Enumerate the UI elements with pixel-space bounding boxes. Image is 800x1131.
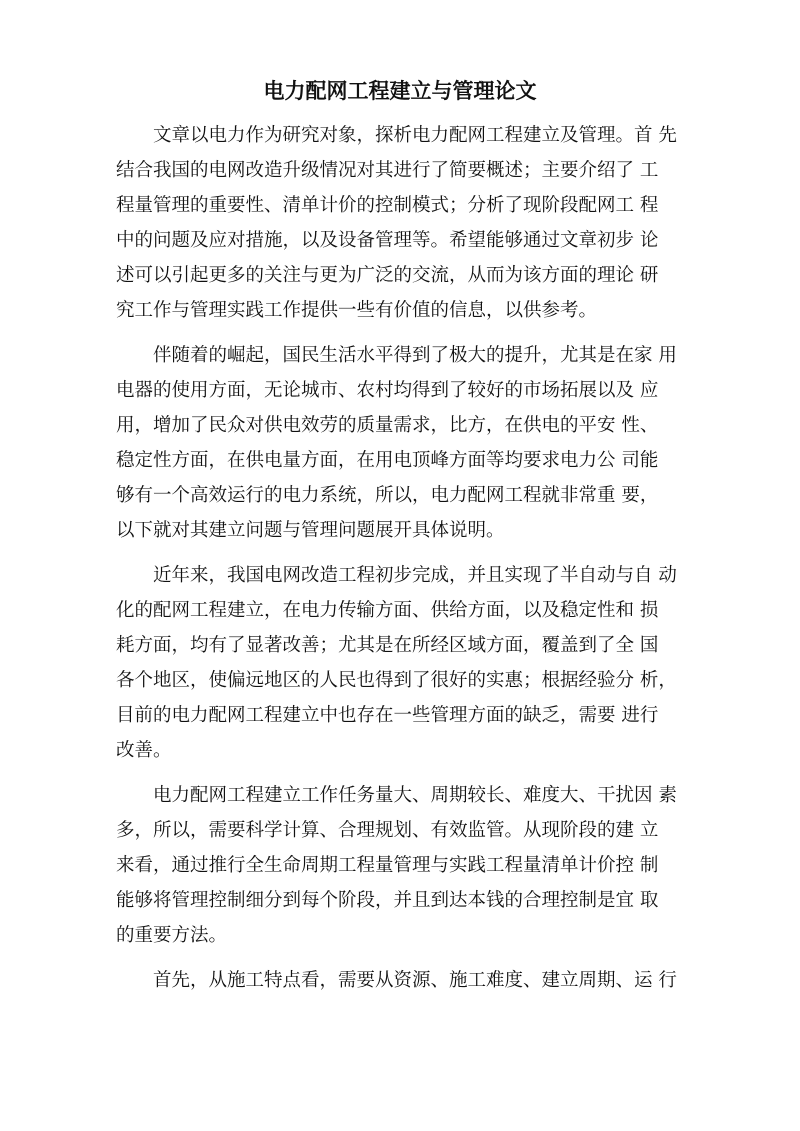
text-line: 能够将管理控制细分到每个阶段，并且到达本钱的合理控制是宜 取 [116,890,659,911]
text-line: 用，增加了民众对供电效劳的质量需求，比方，在供电的平安 性、 [116,415,659,436]
text-line: 耗方面，均有了显著改善；尤其是在所经区域方面，覆盖到了全 国 [116,635,659,656]
text-line: 多，所以，需要科学计算、合理规划、有效监管。从现阶段的建 立 [116,820,659,841]
text-line: 稳定性方面，在供电量方面，在用电顶峰方面等均要求电力公 司能 [116,450,659,471]
paragraph-3 [116,558,680,768]
text-line: 改善。 [116,740,172,761]
text-line: 文章以电力作为研究对象，探析电力配网工程建立及管理。首 先 [153,125,677,146]
text-line: 结合我国的电网改造升级情况对其进行了简要概述；主要介绍了 工 [116,160,659,181]
paragraph-4 [116,778,680,953]
text-line: 电力配网工程建立工作任务量大、周期较长、难度大、干扰因 素 [153,785,677,806]
paragraph-2 [116,338,680,548]
text-line: 以下就对其建立问题与管理问题展开具体说明。 [116,520,505,541]
text-line: 化的配网工程建立，在电力传输方面、供给方面，以及稳定性和 损 [116,600,659,621]
text-line: 中的问题及应对措施，以及设备管理等。希望能够通过文章初步 论 [116,230,659,251]
text-line: 伴随着的崛起，国民生活水平得到了极大的提升，尤其是在家 用 [153,345,677,366]
text-line: 究工作与管理实践工作提供一些有价值的信息，以供参考。 [116,300,598,321]
text-line: 目前的电力配网工程建立中也存在一些管理方面的缺乏，需要 进行 [116,705,659,726]
text-line: 首先，从施工特点看，需要从资源、施工难度、建立周期、运 行 [153,970,677,991]
text-line: 来看，通过推行全生命周期工程量管理与实践工程量清单计价控 制 [116,855,659,876]
paragraph-5 [116,963,680,998]
text-line: 程量管理的重要性、清单计价的控制模式；分析了现阶段配网工 程 [116,195,659,216]
text-line: 电器的使用方面，无论城市、农村均得到了较好的市场拓展以及 应 [116,380,659,401]
text-line: 的重要方法。 [116,925,228,946]
text-line: 够有一个高效运行的电力系统，所以，电力配网工程就非常重 要， [116,485,659,506]
paragraph-1 [116,118,680,328]
document-title: 电力配网工程建立与管理论文 [263,78,537,103]
text-line: 述可以引起更多的关注与更为广泛的交流，从而为该方面的理论 研 [116,265,659,286]
document-body [116,118,680,1008]
text-line: 近年来，我国电网改造工程初步完成，并且实现了半自动与自 动 [153,565,677,586]
text-line: 各个地区，使偏远地区的人民也得到了很好的实惠；根据经验分 析， [116,670,677,691]
